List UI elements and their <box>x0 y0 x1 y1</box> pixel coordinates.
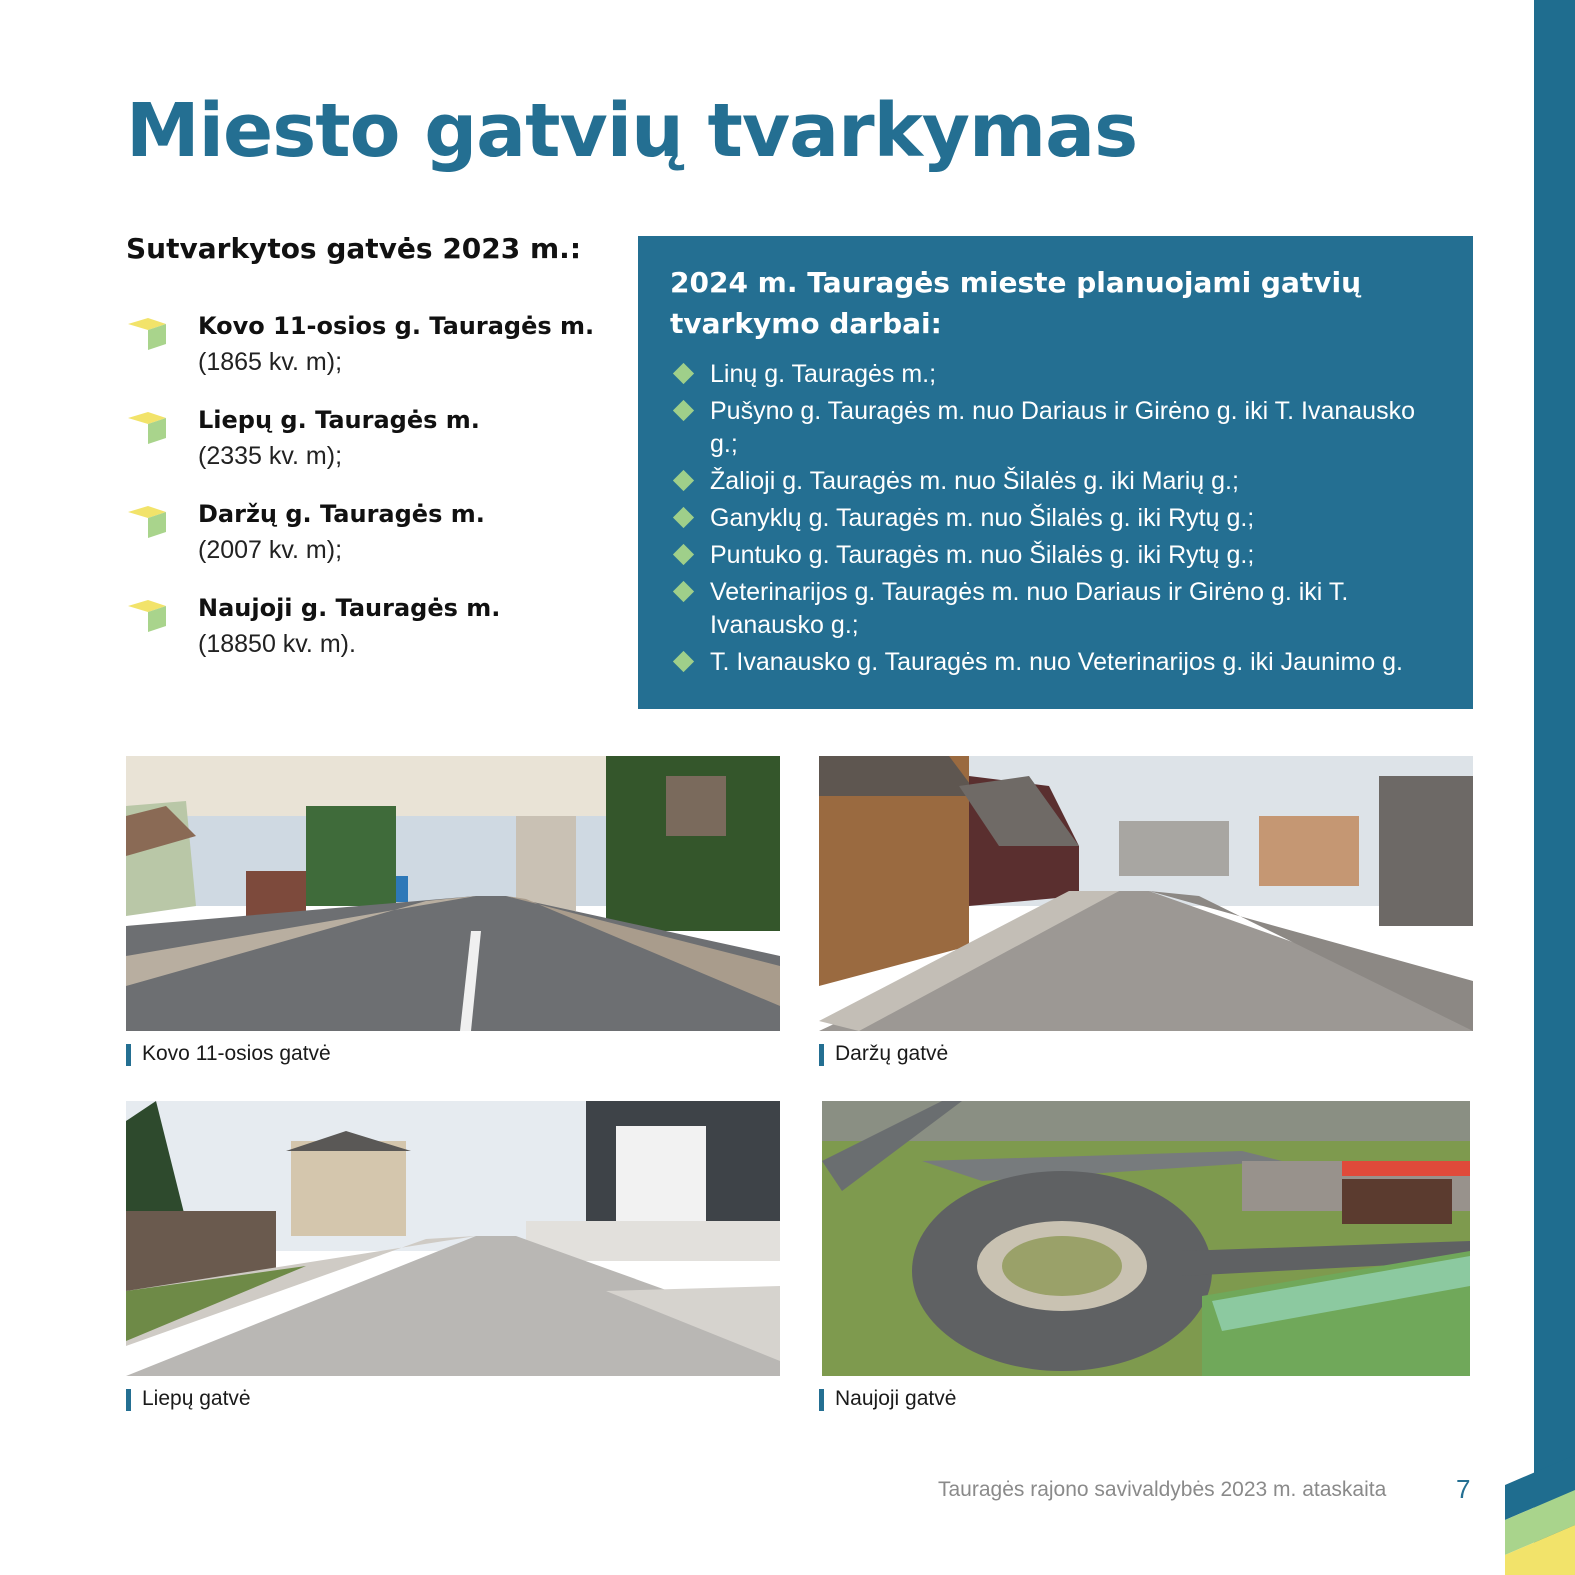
page-number: 7 <box>1456 1474 1471 1504</box>
planned-item <box>670 576 1443 642</box>
completed-item <box>126 500 606 594</box>
completed-street-area: (2007 kv. m); <box>198 536 343 564</box>
cube-bullet-icon <box>126 504 168 540</box>
planned-item-text: Veterinarijos g. Tauragės m. nuo Dariaus ir Girėno g. iki T. Ivanausko g.; <box>710 578 1349 639</box>
photo-caption: Kovo 11-osios gatvė <box>126 1042 331 1066</box>
diamond-bullet-icon <box>673 581 694 602</box>
street-photo-liepu <box>126 1101 780 1376</box>
diamond-bullet-icon <box>673 544 694 565</box>
completed-item <box>126 594 606 688</box>
completed-street-area: (2335 kv. m); <box>198 442 343 470</box>
planned-works-panel <box>638 236 1473 709</box>
planned-item <box>670 395 1443 461</box>
planned-list <box>670 358 1443 679</box>
page-title: Miesto gatvių tvarkymas <box>126 88 1138 174</box>
diamond-bullet-icon <box>673 400 694 421</box>
planned-item-text: Žalioji g. Tauragės m. nuo Šilalės g. iki Marių g.; <box>710 467 1239 495</box>
planned-item-text: Ganyklų g. Tauragės m. nuo Šilalės g. iki Rytų g.; <box>710 504 1255 532</box>
photo-caption: Liepų gatvė <box>126 1387 251 1411</box>
completed-street-area: (1865 kv. m); <box>198 348 343 376</box>
street-photo-darzu <box>819 756 1473 1031</box>
planned-item-text: Pušyno g. Tauragės m. nuo Dariaus ir Girėno g. iki T. Ivanausko g.; <box>710 397 1415 458</box>
planned-item <box>670 358 1443 391</box>
footer-report-title: Tauragės rajono savivaldybės 2023 m. ataskaita <box>938 1478 1387 1501</box>
completed-street-name: Daržų g. Tauragės m. <box>198 500 485 528</box>
cube-bullet-icon <box>126 410 168 446</box>
street-photo-kovo <box>126 756 780 1031</box>
planned-item <box>670 502 1443 535</box>
cube-bullet-icon <box>126 598 168 634</box>
corner-stripes <box>1505 1455 1575 1575</box>
planned-item-text: Puntuko g. Tauragės m. nuo Šilalės g. iki Rytų g.; <box>710 541 1255 569</box>
completed-list <box>126 312 606 688</box>
planned-item-text: T. Ivanausko g. Tauragės m. nuo Veterinarijos g. iki Jaunimo g. <box>710 648 1403 676</box>
cube-bullet-icon <box>126 316 168 352</box>
diamond-bullet-icon <box>673 507 694 528</box>
completed-heading: Sutvarkytos gatvės 2023 m.: <box>126 232 582 265</box>
street-photo-naujoji <box>822 1101 1470 1376</box>
diamond-bullet-icon <box>673 470 694 491</box>
completed-item <box>126 312 606 406</box>
diamond-bullet-icon <box>673 651 694 672</box>
completed-street-name: Liepų g. Tauragės m. <box>198 406 480 434</box>
planned-heading: 2024 m. Tauragės mieste planuojami gatvių tvarkymo darbai: <box>670 266 1362 340</box>
side-accent-bar <box>1534 0 1575 1575</box>
completed-street-name: Kovo 11-osios g. Tauragės m. <box>198 312 595 340</box>
completed-street-name: Naujoji g. Tauragės m. <box>198 594 501 622</box>
planned-item-text: Linų g. Tauragės m.; <box>710 360 937 388</box>
planned-item <box>670 646 1443 679</box>
photo-caption: Naujoji gatvė <box>819 1387 956 1411</box>
completed-item <box>126 406 606 500</box>
photo-caption: Daržų gatvė <box>819 1042 948 1066</box>
diamond-bullet-icon <box>673 363 694 384</box>
planned-item <box>670 539 1443 572</box>
planned-item <box>670 465 1443 498</box>
completed-street-area: (18850 kv. m). <box>198 630 356 658</box>
